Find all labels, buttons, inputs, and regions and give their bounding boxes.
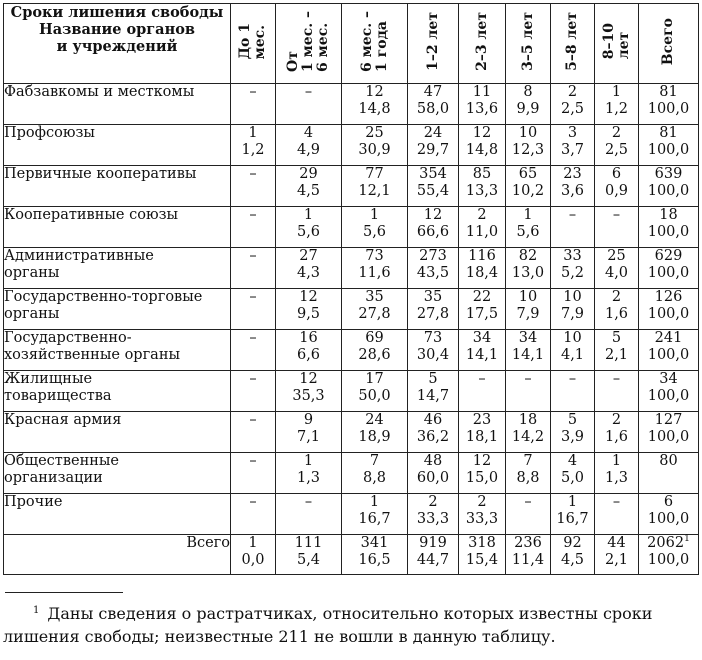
table-cell: – xyxy=(506,371,551,412)
table-row xyxy=(4,248,699,289)
table-cell: – xyxy=(231,248,276,289)
table-cell: 1 1,2 xyxy=(595,84,639,125)
corner-header xyxy=(4,4,231,84)
table-row xyxy=(4,330,699,371)
table-cell: – xyxy=(231,166,276,207)
table-cell: 69 28,6 xyxy=(342,330,408,371)
table-cell: 2 1,6 xyxy=(595,412,639,453)
table-cell: 4 5,0 xyxy=(551,453,595,494)
column-header: 6 мес. – 1 года xyxy=(342,4,408,84)
data-table xyxy=(3,3,699,575)
table-cell: – xyxy=(231,412,276,453)
table-cell: – xyxy=(276,494,342,535)
column-header: 5–8 лет xyxy=(551,4,595,84)
column-header: 8–10 лет xyxy=(595,4,639,84)
footnote-rule xyxy=(5,592,123,593)
row-label: Первичные кооперативы xyxy=(4,166,231,207)
table-cell: 2 1,6 xyxy=(595,289,639,330)
table-cell: 126 100,0 xyxy=(639,289,699,330)
table-cell: 3 3,7 xyxy=(551,125,595,166)
table-cell: – xyxy=(276,84,342,125)
corner-line: Сроки лишения свободы xyxy=(10,4,224,21)
row-label: Прочие xyxy=(4,494,231,535)
table-cell: – xyxy=(551,371,595,412)
table-cell: 44 2,1 xyxy=(595,535,639,575)
table-cell: 65 10,2 xyxy=(506,166,551,207)
table-cell: – xyxy=(231,453,276,494)
table-cell: 111 5,4 xyxy=(276,535,342,575)
table-cell: 9 7,1 xyxy=(276,412,342,453)
table-cell: 27 4,3 xyxy=(276,248,342,289)
column-header: Всего xyxy=(639,4,699,84)
table-row xyxy=(4,494,699,535)
table-cell: 81 100,0 xyxy=(639,84,699,125)
corner-line: Название органов xyxy=(39,21,195,38)
table-cell: – xyxy=(595,207,639,248)
table-cell: 17 50,0 xyxy=(342,371,408,412)
table-cell: 25 4,0 xyxy=(595,248,639,289)
table-cell: 73 30,4 xyxy=(408,330,459,371)
footnote xyxy=(3,602,699,648)
table-cell: 24 18,9 xyxy=(342,412,408,453)
table-row xyxy=(4,412,699,453)
table-cell: 6 0,9 xyxy=(595,166,639,207)
grand-total: 2062 xyxy=(647,535,685,551)
table-cell: 33 5,2 xyxy=(551,248,595,289)
table-cell: 127 100,0 xyxy=(639,412,699,453)
table-cell: – xyxy=(595,371,639,412)
table-cell: 10 12,3 xyxy=(506,125,551,166)
row-label: Государственно-торговые органы xyxy=(4,289,231,330)
table-cell: 2 11,0 xyxy=(459,207,506,248)
table-cell: – xyxy=(506,494,551,535)
column-header: 1–2 лет xyxy=(408,4,459,84)
table-cell: 34 100,0 xyxy=(639,371,699,412)
table-cell: 1 1,2 xyxy=(231,125,276,166)
footnote-text: Даны сведения о растратчиках, относительно которых известны сроки лишения свободы; неизвестные 211 не вошли в данную таблицу. xyxy=(3,604,653,646)
table-row xyxy=(4,453,699,494)
column-header: До 1 мес. xyxy=(231,4,276,84)
table-cell: 80 xyxy=(639,453,699,494)
table-cell: 241 100,0 xyxy=(639,330,699,371)
row-label: Кооперативные союзы xyxy=(4,207,231,248)
table-cell: – xyxy=(231,289,276,330)
grand-total-percent: 100,0 xyxy=(647,552,690,568)
table-cell: – xyxy=(231,371,276,412)
table-cell: 34 14,1 xyxy=(506,330,551,371)
table-row xyxy=(4,166,699,207)
grand-total-cell xyxy=(639,535,699,575)
table-cell: 10 7,9 xyxy=(506,289,551,330)
table-cell: 10 7,9 xyxy=(551,289,595,330)
table-cell: 919 44,7 xyxy=(408,535,459,575)
table-cell: 29 4,5 xyxy=(276,166,342,207)
table-cell: – xyxy=(231,330,276,371)
table-cell: 18 100,0 xyxy=(639,207,699,248)
table-cell: 11 13,6 xyxy=(459,84,506,125)
table-cell: 116 18,4 xyxy=(459,248,506,289)
table-cell: 12 15,0 xyxy=(459,453,506,494)
footnote-ref: 1 xyxy=(684,534,690,545)
table-cell: 12 35,3 xyxy=(276,371,342,412)
table-row xyxy=(4,207,699,248)
row-label: Общественные организации xyxy=(4,453,231,494)
table-cell: 10 4,1 xyxy=(551,330,595,371)
table-cell: – xyxy=(459,371,506,412)
table-cell: 318 15,4 xyxy=(459,535,506,575)
row-label: Красная армия xyxy=(4,412,231,453)
table-cell: 5 3,9 xyxy=(551,412,595,453)
table-cell: 12 9,5 xyxy=(276,289,342,330)
table-cell: 1 16,7 xyxy=(551,494,595,535)
table-cell: 92 4,5 xyxy=(551,535,595,575)
table-cell: 34 14,1 xyxy=(459,330,506,371)
table-cell: 24 29,7 xyxy=(408,125,459,166)
table-cell: 23 18,1 xyxy=(459,412,506,453)
table-row xyxy=(4,289,699,330)
table-cell: 18 14,2 xyxy=(506,412,551,453)
row-label: Жилищные товарищества xyxy=(4,371,231,412)
column-header: 3–5 лет xyxy=(506,4,551,84)
table-cell: 16 6,6 xyxy=(276,330,342,371)
table-cell: 639 100,0 xyxy=(639,166,699,207)
table-cell: 6 100,0 xyxy=(639,494,699,535)
table-cell: 236 11,4 xyxy=(506,535,551,575)
table-cell: 35 27,8 xyxy=(342,289,408,330)
table-cell: 1 16,7 xyxy=(342,494,408,535)
table-cell: 12 66,6 xyxy=(408,207,459,248)
table-cell: 1 5,6 xyxy=(276,207,342,248)
table-cell: 7 8,8 xyxy=(506,453,551,494)
table-row xyxy=(4,84,699,125)
table-row xyxy=(4,125,699,166)
table-cell: 4 4,9 xyxy=(276,125,342,166)
table-cell: 22 17,5 xyxy=(459,289,506,330)
header-row xyxy=(4,4,699,84)
table-cell: 77 12,1 xyxy=(342,166,408,207)
table-cell: 48 60,0 xyxy=(408,453,459,494)
total-label: Всего xyxy=(4,535,231,575)
table-cell: 25 30,9 xyxy=(342,125,408,166)
table-cell: 47 58,0 xyxy=(408,84,459,125)
column-header: От 1 мес. – 6 мес. xyxy=(276,4,342,84)
table-cell: 1 1,3 xyxy=(276,453,342,494)
table-cell: – xyxy=(231,207,276,248)
table-cell: – xyxy=(551,207,595,248)
row-label: Профсоюзы xyxy=(4,125,231,166)
table-cell: 12 14,8 xyxy=(342,84,408,125)
table-cell: 1 5,6 xyxy=(342,207,408,248)
table-cell: – xyxy=(231,84,276,125)
table-cell: 1 5,6 xyxy=(506,207,551,248)
table-cell: 341 16,5 xyxy=(342,535,408,575)
row-label: Государственно- хозяйственные органы xyxy=(4,330,231,371)
column-header: 2–3 лет xyxy=(459,4,506,84)
table-cell: 273 43,5 xyxy=(408,248,459,289)
table-cell: 5 14,7 xyxy=(408,371,459,412)
table-cell: 46 36,2 xyxy=(408,412,459,453)
corner-line: и учреждений xyxy=(56,38,178,55)
table-cell: – xyxy=(231,494,276,535)
table-cell: 2 33,3 xyxy=(408,494,459,535)
table-cell: 73 11,6 xyxy=(342,248,408,289)
table-cell: 7 8,8 xyxy=(342,453,408,494)
total-row xyxy=(4,535,699,575)
table-cell: 2 33,3 xyxy=(459,494,506,535)
footnote-marker: 1 xyxy=(33,604,40,616)
table-cell: 5 2,1 xyxy=(595,330,639,371)
table-cell: 1 0,0 xyxy=(231,535,276,575)
table-row xyxy=(4,371,699,412)
table-cell: 354 55,4 xyxy=(408,166,459,207)
table-cell: 23 3,6 xyxy=(551,166,595,207)
table-cell: 2 2,5 xyxy=(551,84,595,125)
table-cell: – xyxy=(595,494,639,535)
table-cell: 8 9,9 xyxy=(506,84,551,125)
table-cell: 12 14,8 xyxy=(459,125,506,166)
table-cell: 82 13,0 xyxy=(506,248,551,289)
table-cell: 35 27,8 xyxy=(408,289,459,330)
row-label: Административные органы xyxy=(4,248,231,289)
table-cell: 2 2,5 xyxy=(595,125,639,166)
table-cell: 85 13,3 xyxy=(459,166,506,207)
row-label: Фабзавкомы и месткомы xyxy=(4,84,231,125)
table-cell: 81 100,0 xyxy=(639,125,699,166)
table-cell: 1 1,3 xyxy=(595,453,639,494)
table-cell: 629 100,0 xyxy=(639,248,699,289)
